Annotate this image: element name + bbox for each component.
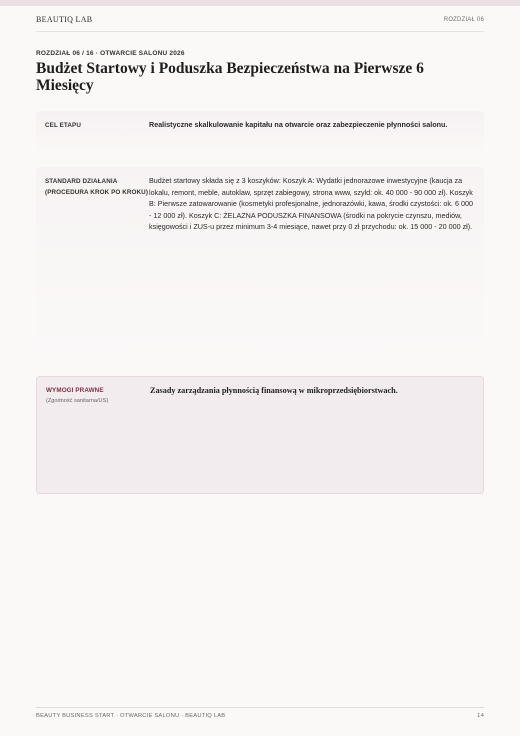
legal-text: Zasady zarządzania płynnością finansową w mikroprzedsiębiorstwach. (150, 386, 398, 395)
footer-text: BEAUTY BUSINESS START · OTWARCIE SALONU · BEAUTIQ LAB (36, 713, 226, 719)
standard-label (45, 176, 153, 198)
section-legal (36, 376, 484, 494)
page-title: Budżet Startowy i Poduszka Bezpieczeństwa na Pierwsze 6 Miesięcy (36, 60, 424, 94)
standard-text: Budżet startowy składa się z 3 koszyków: Koszyk A: Wydatki jednorazowe inwestycyjne (kaucja za lokalu, remont, meble, autoklaw, sprzęt zabiegowy, strona www, szyld: ok. 40 000 - 90 000 zł). Koszyk B: Pierwsze zatowarowanie (kosmetyki profesjonalne, jednorazówki, kawa, środki czystości: ok. 6 000 - 12 000 zł). Koszyk C: ŻELAZNA PODUSZKA FINANSOWA (środki na pokrycie czynszu, mediów, księgowości i ZUS-u przez minimum 3-4 miesiące, nawet przy 0 zł przychodu: ok. 15 000 - 20 000 zł). (149, 176, 473, 232)
chapter-tag: ROZDZIAŁ 06 (443, 16, 484, 23)
goal-label: CEL ETAPU (45, 122, 82, 129)
footer-divider (36, 707, 484, 708)
legal-sublabel: (Zgodność sanitarna/US) (46, 398, 109, 404)
page-number: 14 (477, 713, 484, 719)
brand-logo-text: BEAUTIQ LAB (36, 15, 93, 24)
chapter-kicker: ROZDZIAŁ 06 / 16 · OTWARCIE SALONU 2026 (36, 50, 185, 57)
legal-label: WYMOGI PRAWNE (46, 387, 104, 394)
standard-label-line1: STANDARD DZIAŁANIA (45, 178, 118, 185)
goal-text: Realistyczne skalkulowanie kapitału na otwarcie oraz zabezpieczenie płynności salonu. (149, 120, 448, 129)
top-accent-strip (0, 0, 520, 6)
section-goal (36, 111, 484, 154)
header-divider (36, 31, 484, 32)
section-standard (36, 167, 484, 367)
page-footer (36, 713, 484, 719)
standard-label-line2: (PROCEDURA KROK PO KROKU) (45, 189, 149, 196)
page-header (36, 15, 484, 24)
